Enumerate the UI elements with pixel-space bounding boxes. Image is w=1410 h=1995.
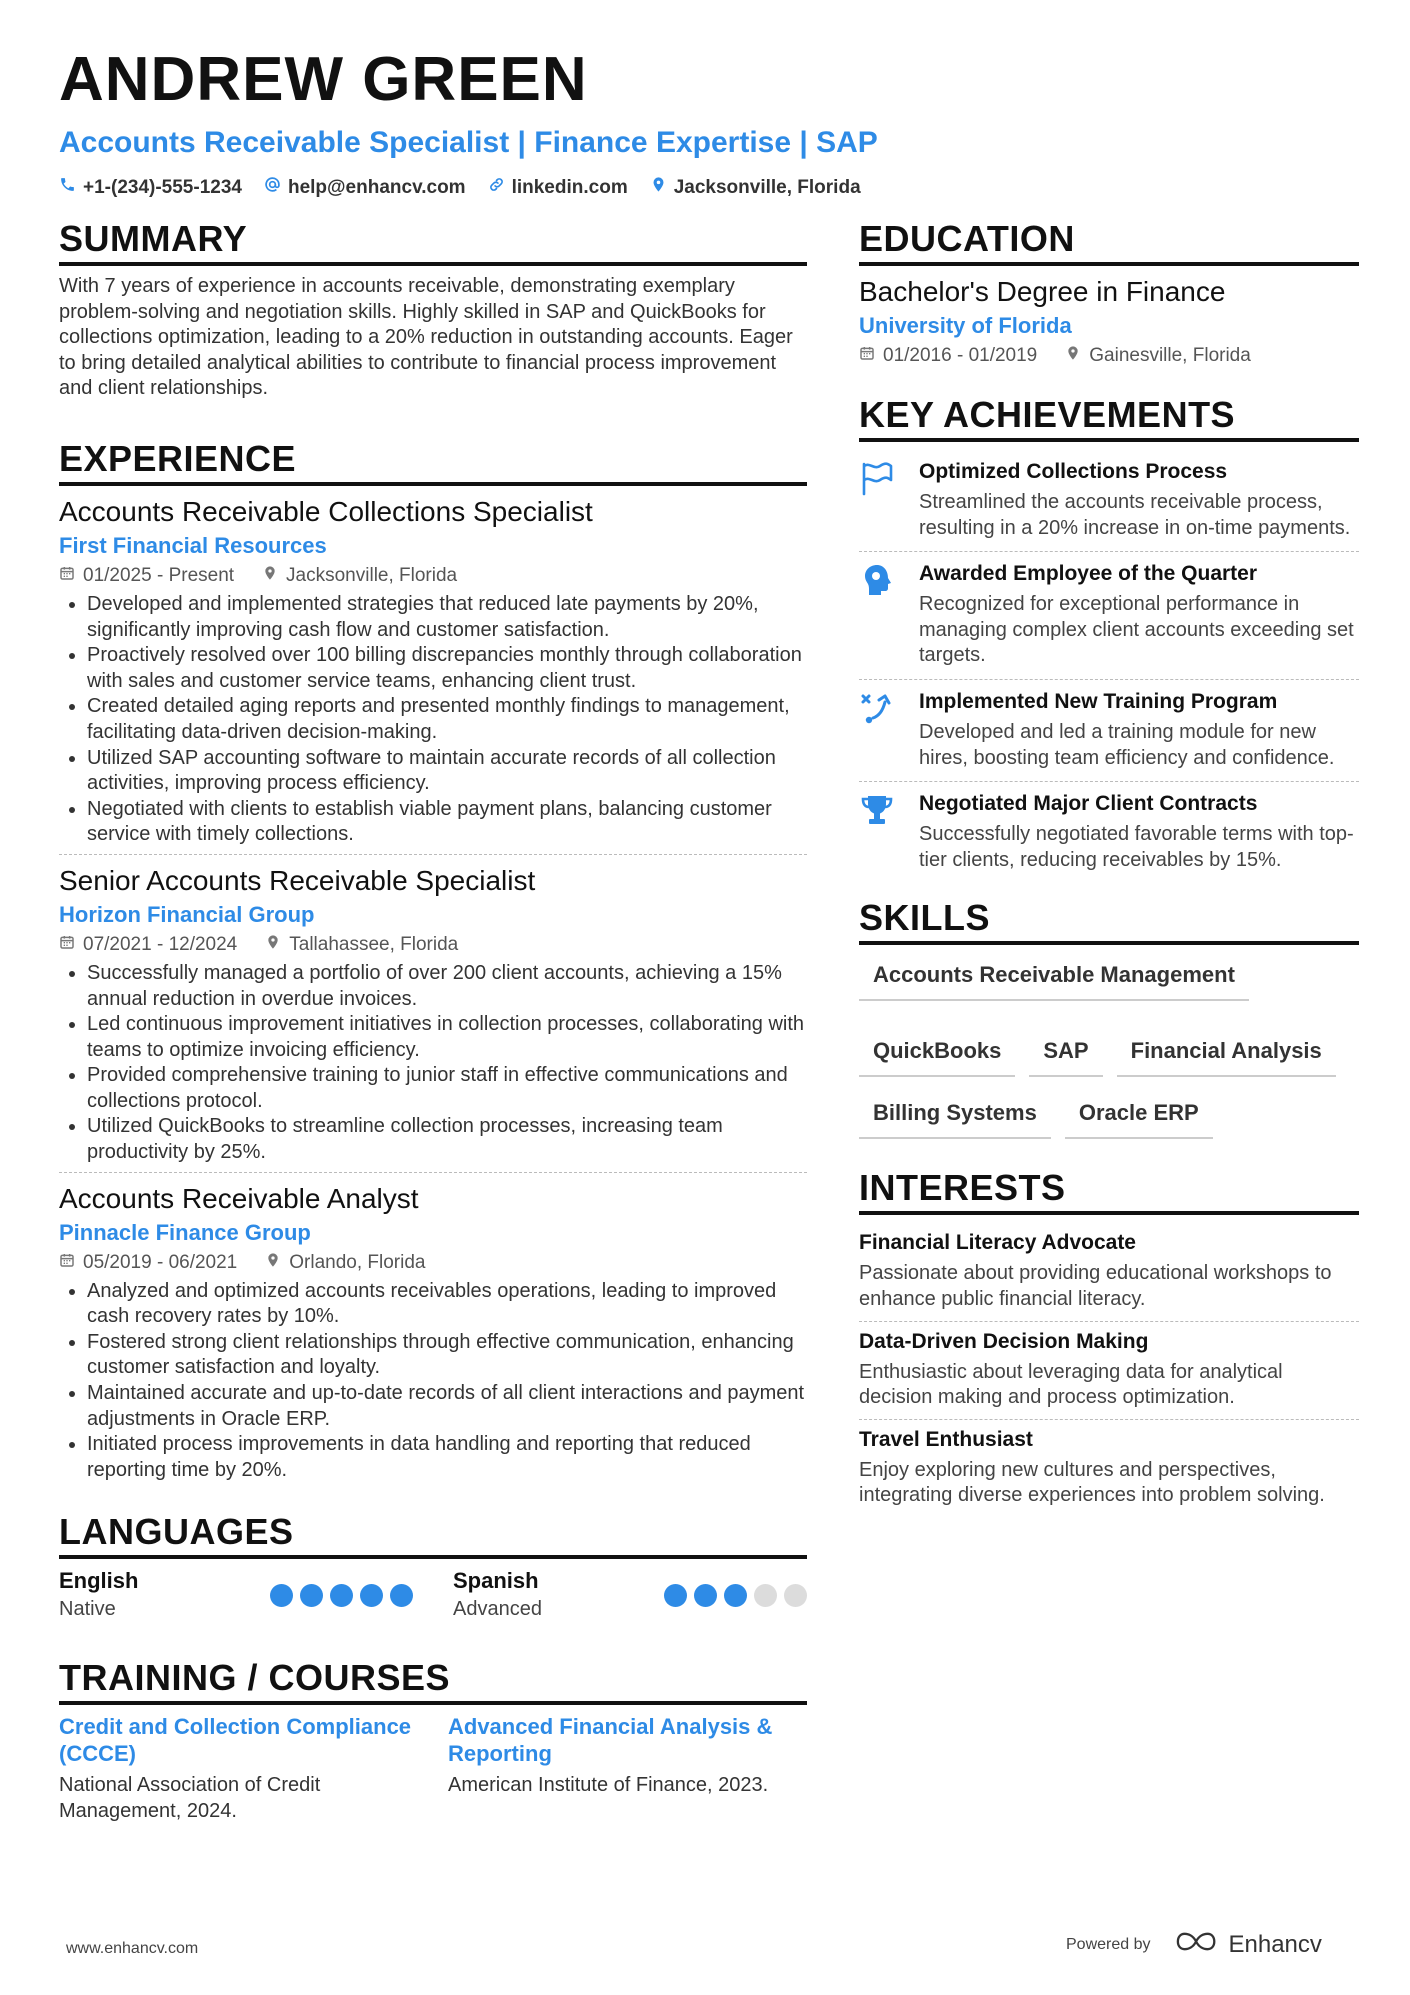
summary-heading: SUMMARY [59, 218, 807, 266]
summary-text: With 7 years of experience in accounts receivable, demonstrating exemplary problem-solving and negotiation skills. Highly skilled in SAP and QuickBooks for collections optimization, leading to a 20% reduction in outstanding accounts. Eager to bring detailed analytical abilities to contribute to financial process improvement and client relationships. [59, 275, 793, 400]
education-school: University of Florida [859, 313, 1072, 338]
job-bullet: • Developed and implemented strategies that reduced late payments by 20%, significantly improving cash flow and customer satisfaction. [87, 592, 807, 643]
job-entry [59, 854, 807, 1172]
location-pin-icon [262, 562, 278, 590]
proficiency-dots [270, 1584, 413, 1607]
achievement-description: Developed and led a training module for new hires, boosting team efficiency and confidence. [919, 720, 1335, 769]
flag-icon [859, 458, 905, 541]
achievement-title: Optimized Collections Process [919, 460, 1228, 483]
experience-heading: EXPERIENCE [59, 438, 807, 486]
skills-heading: SKILLS [859, 897, 1359, 945]
job-bullet: • Maintained accurate and up-to-date records of all client interactions and payment adjustments in Oracle ERP. [87, 1381, 807, 1432]
education-location: Gainesville, Florida [1089, 345, 1251, 366]
skill-tag: Oracle ERP [1065, 1091, 1213, 1139]
achievement-description: Recognized for exceptional performance in managing complex client accounts exceeding set targets. [919, 593, 1354, 667]
contact-location [650, 176, 861, 199]
job-bullet: • Successfully managed a portfolio of over 200 client accounts, achieving a 15% annual reduction in overdue invoices. [87, 961, 807, 1012]
job-bullet: • Utilized SAP accounting software to maintain accurate records of all collection activities, improving process efficiency. [87, 746, 807, 797]
proficiency-dot-filled [360, 1584, 383, 1607]
proficiency-dot-empty [784, 1584, 807, 1607]
languages-heading: LANGUAGES [59, 1511, 807, 1559]
education-meta [859, 342, 1359, 370]
skill-tag: Financial Analysis [1117, 1029, 1336, 1077]
language-name: Spanish [453, 1568, 539, 1594]
language-level: Native [59, 1598, 116, 1621]
location-pin-icon [650, 176, 667, 199]
job-role: Accounts Receivable Collections Specialist [59, 495, 593, 527]
brand-name: Enhancv [1228, 1931, 1322, 1958]
achievement-item [859, 781, 1359, 883]
job-dates: 01/2025 - Present [83, 564, 235, 586]
job-entry [59, 494, 807, 854]
job-bullet: • Analyzed and optimized accounts receivables operations, leading to improved cash recovery rates by 10%. [87, 1279, 807, 1330]
skill-tag: SAP [1029, 1029, 1102, 1077]
job-role: Accounts Receivable Analyst [59, 1182, 419, 1214]
training-section [59, 1657, 807, 1824]
phone-text: +1-(234)-555-1234 [83, 176, 242, 198]
left-column [59, 218, 807, 1825]
job-bullet: • Proactively resolved over 100 billing discrepancies monthly through collaboration with sales and customer service teams, enhancing client trust. [87, 643, 807, 694]
linkedin-text: linkedin.com [511, 176, 628, 198]
job-meta [59, 931, 807, 959]
job-bullet: • Negotiated with clients to establish viable payment plans, balancing customer service with timely collections. [87, 797, 807, 848]
candidate-title: Accounts Receivable Specialist | Finance Expertise | SAP [59, 126, 878, 159]
job-bullet: • Led continuous improvement initiatives in collection processes, collaborating with teams to optimize invoicing efficiency. [87, 1012, 807, 1063]
job-bullets [59, 961, 807, 1166]
achievement-title: Negotiated Major Client Contracts [919, 792, 1258, 816]
proficiency-dot-filled [330, 1584, 353, 1607]
course-title: Advanced Financial Analysis & Reporting [448, 1714, 773, 1767]
course-item [59, 1713, 418, 1824]
proficiency-dot-filled [270, 1584, 293, 1607]
interest-title: Data-Driven Decision Making [859, 1329, 1149, 1353]
location-pin-icon [265, 1249, 281, 1277]
achievements-heading: KEY ACHIEVEMENTS [859, 394, 1359, 442]
job-location: Tallahassee, Florida [289, 933, 459, 955]
location-pin-icon [1065, 342, 1081, 370]
proficiency-dot-filled [724, 1584, 747, 1607]
powered-by-label: Powered by [1066, 1936, 1151, 1953]
skill-tag: Billing Systems [859, 1091, 1051, 1139]
skills-section [859, 897, 1359, 1139]
interest-item [859, 1419, 1359, 1517]
proficiency-dot-filled [694, 1584, 717, 1607]
job-role: Senior Accounts Receivable Specialist [59, 864, 536, 896]
job-dates: 07/2021 - 12/2024 [83, 933, 238, 955]
proficiency-dots [664, 1584, 807, 1607]
job-entry [59, 1172, 807, 1490]
job-bullets [59, 592, 807, 848]
phone-icon [59, 176, 76, 199]
contact-bar [59, 176, 1359, 199]
skill-tag: QuickBooks [859, 1029, 1015, 1077]
languages-list [59, 1567, 807, 1623]
calendar-icon [859, 342, 875, 370]
achievement-item [859, 679, 1359, 781]
job-meta [59, 1249, 807, 1277]
job-company: Pinnacle Finance Group [59, 1219, 311, 1245]
calendar-icon [59, 562, 75, 590]
education-dates: 01/2016 - 01/2019 [883, 345, 1038, 366]
achievement-item [859, 450, 1359, 551]
strategy-icon [859, 688, 905, 771]
contact-linkedin[interactable] [488, 176, 628, 199]
education-degree: Bachelor's Degree in Finance [859, 276, 1226, 307]
proficiency-dot-filled [300, 1584, 323, 1607]
language-level: Advanced [453, 1598, 542, 1621]
achievements-section [859, 394, 1359, 883]
achievement-title: Awarded Employee of the Quarter [919, 562, 1258, 586]
job-dates: 05/2019 - 06/2021 [83, 1251, 238, 1273]
achievement-title: Implemented New Training Program [919, 689, 1278, 713]
job-location: Jacksonville, Florida [286, 564, 458, 586]
education-heading: EDUCATION [859, 218, 1359, 266]
experience-section [59, 438, 807, 1489]
location-text: Jacksonville, Florida [673, 176, 861, 198]
brand-logo[interactable] [1175, 1930, 1322, 1960]
interest-description: Enthusiastic about leveraging data for analytical decision making and process optimization. [859, 1360, 1283, 1409]
course-description: National Association of Credit Management, 2024. [59, 1774, 321, 1822]
resume-header [59, 40, 1359, 199]
job-bullet: • Fostered strong client relationships through effective communication, enhancing customer satisfaction and loyalty. [87, 1330, 807, 1381]
candidate-name: ANDREW GREEN [59, 45, 588, 114]
language-item [453, 1567, 807, 1623]
course-item [448, 1713, 807, 1824]
languages-section [59, 1511, 807, 1623]
job-meta [59, 562, 807, 590]
proficiency-dot-filled [664, 1584, 687, 1607]
job-company: First Financial Resources [59, 532, 327, 558]
skills-list [859, 953, 1359, 1139]
location-pin-icon [265, 931, 281, 959]
contact-phone[interactable] [59, 176, 242, 199]
calendar-icon [59, 931, 75, 959]
education-section [859, 218, 1359, 370]
interests-heading: INTERESTS [859, 1167, 1359, 1215]
interest-title: Travel Enthusiast [859, 1427, 1033, 1451]
contact-email[interactable] [264, 176, 466, 199]
course-title: Credit and Collection Compliance (CCCE) [59, 1714, 412, 1767]
job-bullet: • Utilized QuickBooks to streamline collection processes, increasing team productivity by 25%. [87, 1114, 807, 1165]
job-bullets [59, 1279, 807, 1484]
skill-tag: Accounts Receivable Management [859, 953, 1249, 1001]
interest-item [859, 1321, 1359, 1419]
language-item [59, 1567, 413, 1623]
training-heading: TRAINING / COURSES [59, 1657, 807, 1705]
right-column [859, 218, 1359, 1517]
job-bullet: • Initiated process improvements in data handling and reporting that reduced reporting time by 20%. [87, 1432, 807, 1483]
courses-list [59, 1713, 807, 1824]
proficiency-dot-filled [390, 1584, 413, 1607]
interests-section [859, 1167, 1359, 1517]
calendar-icon [59, 1249, 75, 1277]
job-bullet: • Created detailed aging reports and presented monthly findings to management, facilitating data-driven decision-making. [87, 694, 807, 745]
achievement-description: Streamlined the accounts receivable process, resulting in a 20% increase in on-time payments. [919, 491, 1351, 539]
job-location: Orlando, Florida [289, 1251, 426, 1273]
achievement-description: Successfully negotiated favorable terms with top-tier clients, reducing receivables by 15%. [919, 823, 1354, 871]
link-icon [488, 176, 505, 199]
language-name: English [59, 1568, 139, 1594]
job-bullet: • Provided comprehensive training to junior staff in effective communications and collections protocol. [87, 1063, 807, 1114]
course-description: American Institute of Finance, 2023. [448, 1774, 769, 1797]
enhancv-logo-icon [1175, 1930, 1221, 1960]
footer-website[interactable]: www.enhancv.com [66, 1940, 199, 1957]
proficiency-dot-empty [754, 1584, 777, 1607]
footer-branding [1066, 1930, 1322, 1960]
email-text: help@enhancv.com [287, 176, 466, 198]
achievement-item [859, 551, 1359, 679]
summary-section [59, 218, 807, 402]
trophy-icon [859, 790, 905, 873]
interest-item [859, 1223, 1359, 1320]
head-icon [859, 560, 905, 669]
interest-description: Enjoy exploring new cultures and perspectives, integrating diverse experiences into problem solving. [859, 1458, 1325, 1507]
interest-description: Passionate about providing educational workshops to enhance public financial literacy. [859, 1262, 1332, 1310]
job-company: Horizon Financial Group [59, 901, 315, 927]
interest-title: Financial Literacy Advocate [859, 1231, 1136, 1255]
at-icon [264, 176, 281, 199]
